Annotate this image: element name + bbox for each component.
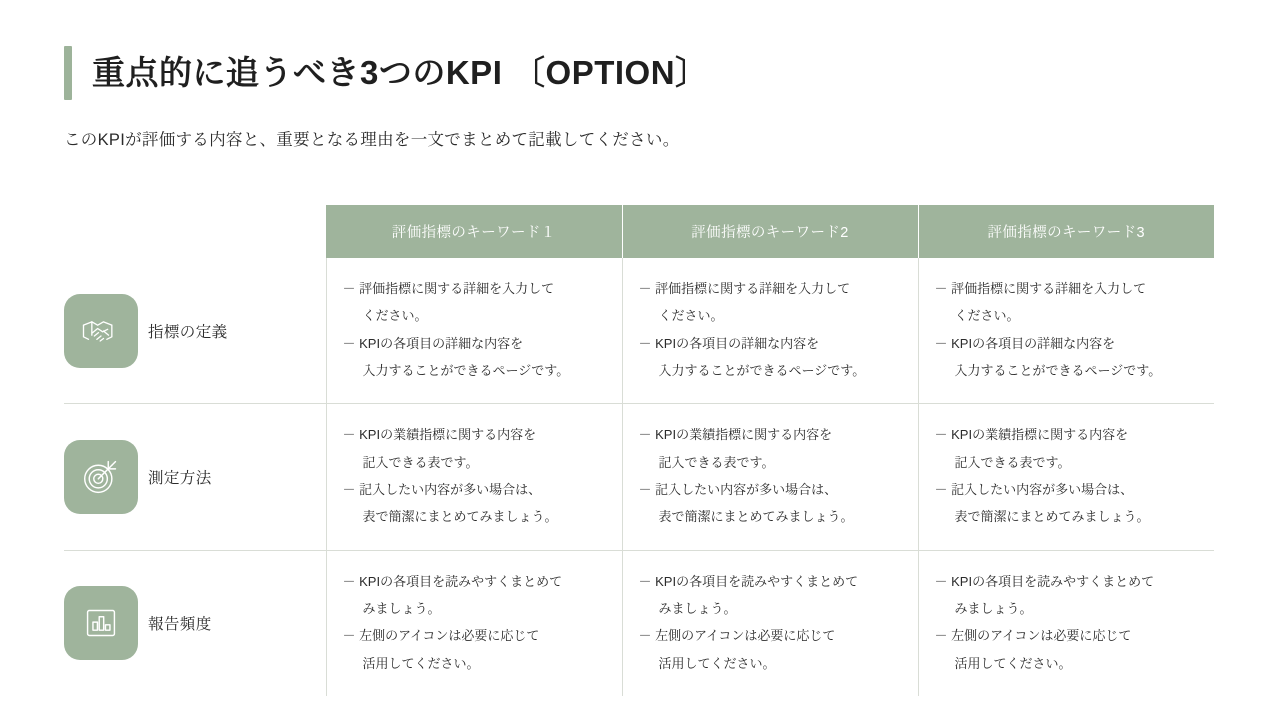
title-text: 重点的に追うべき3つのKPI 〔OPTION〕 <box>92 53 709 91</box>
cell-r1c1: － 評価指標に関する詳細を入力して ください。 － KPIの各項目の詳細な内容を 入力することができるページです。 <box>326 258 622 404</box>
cell-r2c2: － KPIの業績指標に関する内容を 記入できる表です。 － 記入したい内容が多い場合は、 表で簡潔にまとめてみましょう。 <box>622 404 918 550</box>
table-header-row <box>64 205 1214 258</box>
cell-r3c2: － KPIの各項目を読みやすくまとめて みましょう。 － 左側のアイコンは必要に応じて 活用してください。 <box>622 550 918 696</box>
cell-r3c3: － KPIの各項目を読みやすくまとめて みましょう。 － 左側のアイコンは必要に応じて 活用してください。 <box>918 550 1214 696</box>
subtitle-text: このKPIが評価する内容と、重要となる理由を一文でまとめて記載してください。 <box>64 131 680 149</box>
cell-r1c3: － 評価指標に関する詳細を入力して ください。 － KPIの各項目の詳細な内容を 入力することができるページです。 <box>934 281 1162 379</box>
row-icon-cell <box>64 404 130 550</box>
table-row <box>64 258 1214 404</box>
handshake-icon <box>64 294 138 368</box>
column-header-3: 評価指標のキーワード3 <box>918 205 1214 258</box>
cell-r2c3: － KPIの業績指標に関する内容を 記入できる表です。 － 記入したい内容が多い場合は、 表で簡潔にまとめてみましょう。 <box>918 404 1214 550</box>
header-blank-icon <box>64 205 130 258</box>
row-icon-cell <box>64 258 130 404</box>
cell-r3c1: － KPIの各項目を読みやすくまとめて みましょう。 － 左側のアイコンは必要に応じて 活用してください。 <box>326 550 622 696</box>
table-row <box>64 550 1214 696</box>
row-label-2: 測定方法 <box>130 404 326 550</box>
target-icon <box>64 440 138 514</box>
kpi-table <box>64 205 1214 696</box>
header-blank-label <box>130 205 326 258</box>
page-title <box>64 46 709 100</box>
row-label-1: 指標の定義 <box>130 258 326 404</box>
row-icon-cell <box>64 550 130 696</box>
bar-chart-icon <box>64 586 138 660</box>
title-accent-bar <box>64 46 72 100</box>
column-header-1: 評価指標のキーワード１ <box>326 205 622 258</box>
column-header-2: 評価指標のキーワード2 <box>622 205 918 258</box>
row-label-3: 報告頻度 <box>130 550 326 696</box>
cell-r2c1: － KPIの業績指標に関する内容を 記入できる表です。 － 記入したい内容が多い場合は、 表で簡潔にまとめてみましょう。 <box>326 404 622 550</box>
cell-r1c2: － 評価指標に関する詳細を入力して ください。 － KPIの各項目の詳細な内容を 入力することができるページです。 <box>622 258 918 404</box>
table-row <box>64 404 1214 550</box>
